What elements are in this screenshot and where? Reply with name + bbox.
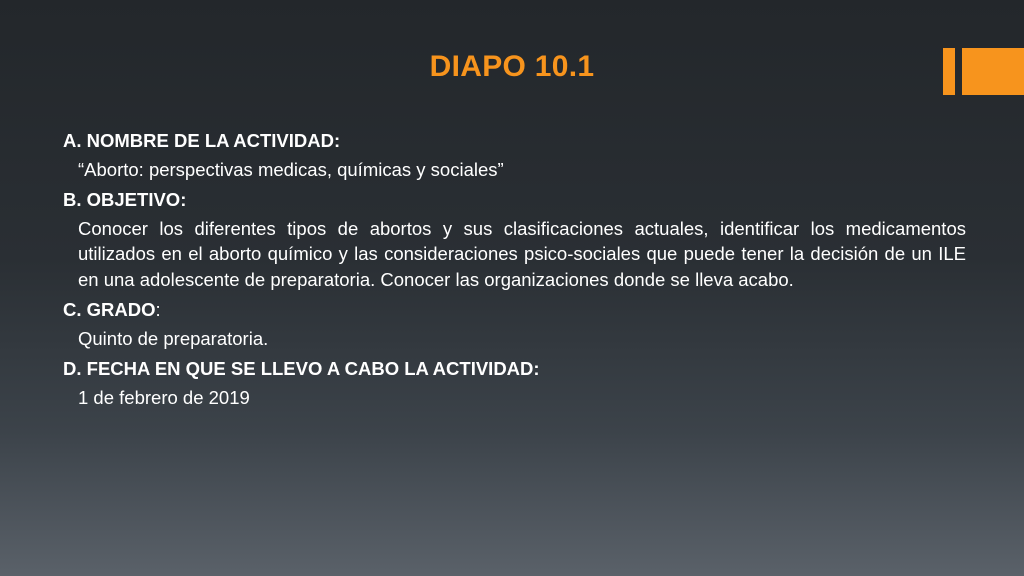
- section-body-nombre: “Aborto: perspectivas medicas, químicas y sociales”: [78, 158, 504, 180]
- slide-title: DIAPO 10.1: [429, 50, 595, 83]
- section-heading-fecha: D. FECHA EN QUE SE LLEVO A CABO LA ACTIVIDAD:: [63, 358, 540, 379]
- slide-content: [63, 128, 966, 415]
- section-heading-objetivo: B. OBJETIVO:: [63, 189, 187, 210]
- section-body-objetivo: Conocer los diferentes tipos de abortos y sus clasificaciones actuales, identificar los medicamentos utilizados en el aborto químico y las consideraciones psico-sociales que puede tener la decisión de un ILE en una adolescente de preparatoria. Conocer las organizaciones donde se lleva acabo.: [78, 217, 966, 290]
- section-body-grado: Quinto de preparatoria.: [78, 327, 269, 349]
- section-heading-nombre: A. NOMBRE DE LA ACTIVIDAD:: [63, 130, 341, 151]
- accent-bar-thick: [962, 48, 1024, 95]
- accent-bar-thin: [943, 48, 955, 95]
- section-body-fecha: 1 de febrero de 2019: [78, 386, 250, 408]
- section-heading-grado-colon: :: [155, 299, 161, 320]
- section-heading-grado: [63, 297, 966, 326]
- section-heading-grado-text: C. GRADO: [63, 299, 156, 320]
